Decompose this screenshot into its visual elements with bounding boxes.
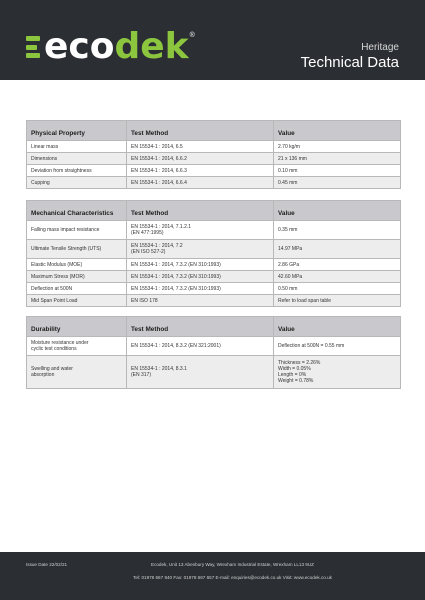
table-header-row	[27, 121, 401, 141]
table-row	[27, 221, 401, 240]
table-cell: EN 15534-1 : 2014, 7.3.2 (EN 310:1993)	[127, 283, 274, 295]
issue-date: Issue Date 22/02/21	[26, 562, 68, 567]
column-header: Mechanical Characteristics	[27, 201, 127, 221]
column-header: Test Method	[127, 121, 274, 141]
table-cell: 42.60 MPa	[274, 271, 401, 283]
product-name: Heritage	[361, 42, 399, 53]
table-cell: 2.70 kg/m	[274, 141, 401, 153]
logo-wordmark	[44, 26, 189, 67]
table-row	[27, 165, 401, 177]
table-cell: EN 15534-1 : 2014, 7.1.2.1 (EN 477:1995)	[127, 221, 274, 240]
logo-bars-icon	[26, 36, 40, 58]
column-header: Physical Property	[27, 121, 127, 141]
table-cell: Swelling and water absorption	[27, 356, 127, 389]
table-row	[27, 177, 401, 189]
table-header-row	[27, 317, 401, 337]
table-cell: EN ISO 178	[127, 295, 274, 307]
table-cell: EN 15534-1 : 2014, 6.6.4	[127, 177, 274, 189]
table-row	[27, 337, 401, 356]
mechanical-characteristics-table	[26, 200, 401, 307]
logo-dek: dek	[114, 26, 189, 67]
company-address: Ecodek, Unit 13 Abenbury Way, Wrexham Industrial Estate, Wrexham LL13 9UZ	[151, 562, 314, 567]
table-cell: Moisture resistance under cyclic test conditions	[27, 337, 127, 356]
footer-bar	[0, 552, 425, 600]
table-cell: Maximum Stress (MOR)	[27, 271, 127, 283]
durability-table	[26, 316, 401, 389]
table-cell: Deflection at 500N	[27, 283, 127, 295]
registered-mark: ®	[189, 32, 195, 39]
table-row	[27, 283, 401, 295]
table-cell: Deflection at 500N = 0.55 mm	[274, 337, 401, 356]
table-row	[27, 240, 401, 259]
table-cell: Refer to load span table	[274, 295, 401, 307]
table-cell: EN 15534-1 : 2014, 7.3.2 (EN 310:1993)	[127, 259, 274, 271]
table-cell: Mid Span Point Load	[27, 295, 127, 307]
table-cell: 21 x 136 mm	[274, 153, 401, 165]
table-cell: Elastic Modulus (MOE)	[27, 259, 127, 271]
column-header: Value	[274, 317, 401, 337]
table-row	[27, 271, 401, 283]
table-row	[27, 356, 401, 389]
column-header: Value	[274, 201, 401, 221]
table-cell: 0.35 mm	[274, 221, 401, 240]
table-row	[27, 153, 401, 165]
ecodek-logo	[26, 26, 195, 67]
table-row	[27, 295, 401, 307]
table-row	[27, 141, 401, 153]
column-header: Test Method	[127, 317, 274, 337]
table-cell: Linear mass	[27, 141, 127, 153]
table-cell: EN 15534-1 : 2014, 6.5	[127, 141, 274, 153]
table-cell: Cupping	[27, 177, 127, 189]
column-header: Value	[274, 121, 401, 141]
table-cell: Ultimate Tensile Strength (UTS)	[27, 240, 127, 259]
table-cell: EN 15534-1 : 2014, 6.6.3	[127, 165, 274, 177]
table-cell: Falling mass impact resistance	[27, 221, 127, 240]
table-cell: Dimensions	[27, 153, 127, 165]
page-title: Technical Data	[300, 54, 399, 71]
column-header: Test Method	[127, 201, 274, 221]
table-cell: 0.45 mm	[274, 177, 401, 189]
header-banner	[0, 0, 425, 80]
table-cell: 0.50 mm	[274, 283, 401, 295]
logo-eco: eco	[44, 26, 115, 67]
table-cell: EN 15534-1 : 2014, 7.3.2 (EN 310:1993)	[127, 271, 274, 283]
table-cell: EN 15534-1 : 2014, 7.2 (EN ISO 527-2)	[127, 240, 274, 259]
table-cell: 0.10 mm	[274, 165, 401, 177]
physical-property-table	[26, 120, 401, 189]
table-header-row	[27, 201, 401, 221]
table-cell: Deviation from straightness	[27, 165, 127, 177]
table-cell: 14.97 MPa	[274, 240, 401, 259]
table-row	[27, 259, 401, 271]
table-cell: EN 15534-1 : 2014, 8.3.1 (EN 317)	[127, 356, 274, 389]
title-block	[301, 42, 399, 72]
table-cell: 2.86 GPa	[274, 259, 401, 271]
table-cell: EN 15534-1 : 2014, 8.3.2 (EN 321:2001)	[127, 337, 274, 356]
table-cell: EN 15534-1 : 2014, 6.6.2	[127, 153, 274, 165]
table-cell: Thickness = 2.26% Width = 0.05% Length = 0% Weight = 0.78%	[274, 356, 401, 389]
column-header: Durability	[27, 317, 127, 337]
contact-details: Tel: 01978 667 840 Fax: 01978 667 657 E-mail: enquiries@ecodek.co.uk Visit: www.ecodek.co.uk	[133, 575, 332, 580]
